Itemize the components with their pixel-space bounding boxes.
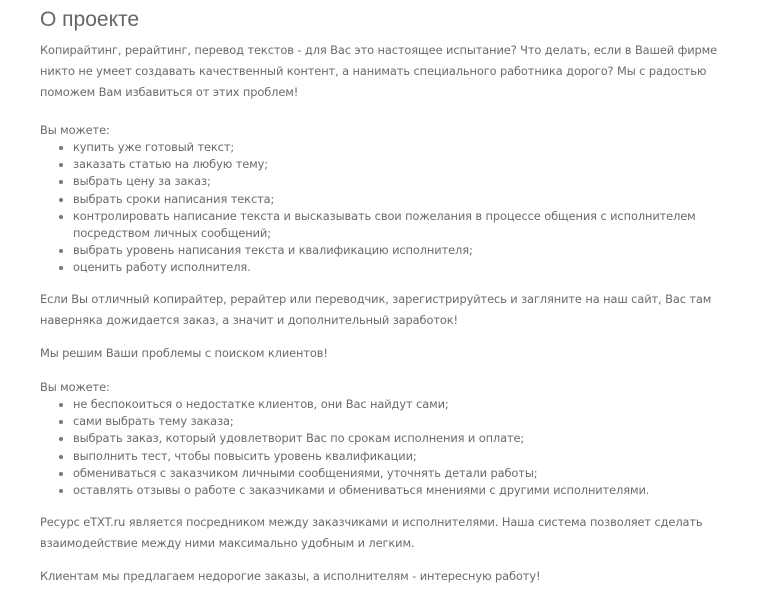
list-item: выбрать уровень написания текста и квалификацию исполнителя; bbox=[40, 242, 696, 259]
writers-intro-line: наверняка дожидается заказ, а значит и дополнительный заработок! bbox=[40, 313, 458, 327]
list-item: купить уже готовый текст; bbox=[40, 139, 696, 156]
list-item: оставлять отзывы о работе с заказчиками и обмениваться мнениями с другими исполнителями. bbox=[40, 482, 649, 499]
bullet-icon bbox=[59, 403, 63, 407]
bullet-icon bbox=[59, 489, 63, 493]
closing-paragraph: Клиентам мы предлагаем недорогие заказы, а исполнителям - интересную работу! bbox=[40, 569, 541, 583]
list-item: не беспокоиться о недостатке клиентов, они Вас найдут сами; bbox=[40, 396, 649, 413]
intro-line: поможем Вам избавиться от этих проблем! bbox=[40, 85, 299, 99]
bullet-icon bbox=[59, 420, 63, 424]
list-item-continuation: посредством личных сообщений; bbox=[73, 226, 271, 241]
writers-intro-paragraph bbox=[40, 289, 711, 331]
bullet-icon bbox=[59, 437, 63, 441]
resource-line: взаимодействие между ними максимально удобным и легким. bbox=[40, 536, 415, 550]
bullet-icon bbox=[59, 266, 63, 270]
bullet-icon bbox=[59, 146, 63, 150]
intro-line: никто не умеет создавать качественный контент, а нанимать специального работника дорого? Мы с радостью bbox=[40, 64, 707, 78]
resource-line: Ресурс eTXT.ru является посредником между заказчиками и исполнителями. Наша система позволяет сделать bbox=[40, 515, 703, 529]
clients-list bbox=[40, 139, 696, 277]
bullet-icon bbox=[59, 472, 63, 476]
page-title: О проекте bbox=[40, 8, 140, 31]
bullet-icon bbox=[59, 249, 63, 253]
resource-paragraph bbox=[40, 512, 703, 554]
bullet-icon bbox=[59, 163, 63, 167]
list-item: заказать статью на любую тему; bbox=[40, 156, 696, 173]
writers-list bbox=[40, 396, 649, 499]
list-item: сами выбрать тему заказа; bbox=[40, 413, 649, 430]
list-item: выбрать сроки написания текста; bbox=[40, 191, 696, 208]
clients-list-heading: Вы можете: bbox=[40, 123, 110, 137]
intro-line: Копирайтинг, рерайтинг, перевод текстов - для Вас это настоящее испытание? Что делать, если в Вашей фирме bbox=[40, 43, 718, 57]
bullet-icon bbox=[59, 215, 63, 219]
promise-paragraph: Мы решим Ваши проблемы с поиском клиентов! bbox=[40, 346, 328, 360]
list-item: контролировать написание текста и высказывать свои пожелания в процессе общения с исполнителем bbox=[40, 208, 696, 225]
list-item: оценить работу исполнителя. bbox=[40, 259, 696, 276]
list-item: выбрать заказ, который удовлетворит Вас по срокам исполнения и оплате; bbox=[40, 430, 649, 447]
list-item: обмениваться с заказчиком личными сообщениями, уточнять детали работы; bbox=[40, 465, 649, 482]
bullet-icon bbox=[59, 198, 63, 202]
bullet-icon bbox=[59, 455, 63, 459]
writers-list-heading: Вы можете: bbox=[40, 380, 110, 394]
writers-intro-line: Если Вы отличный копирайтер, рерайтер или переводчик, зарегистрируйтесь и загляните на наш сайт, Вас там bbox=[40, 292, 712, 306]
list-item: выбрать цену за заказ; bbox=[40, 173, 696, 190]
list-item: выполнить тест, чтобы повысить уровень квалификации; bbox=[40, 448, 649, 465]
bullet-icon bbox=[59, 180, 63, 184]
intro-paragraph bbox=[40, 40, 717, 103]
